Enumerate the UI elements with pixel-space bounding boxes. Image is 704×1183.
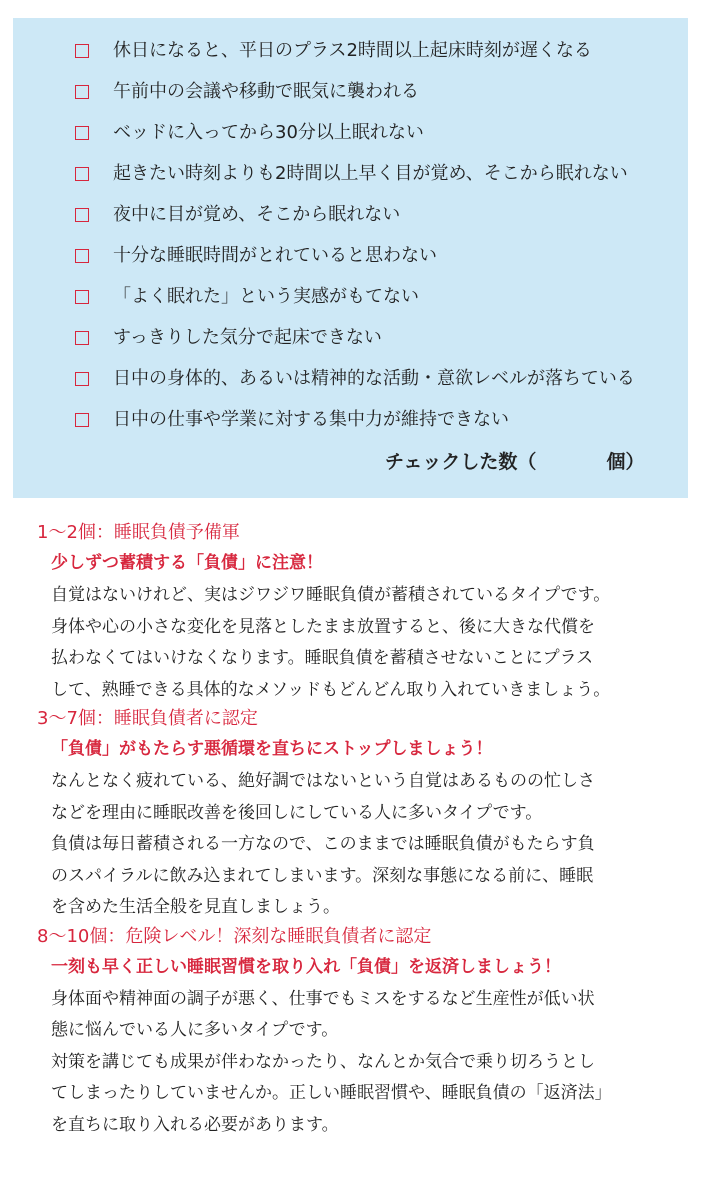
result-subtitle: 一刻も早く正しい睡眠習慣を取り入れ「負債」を返済しましょう！ bbox=[51, 956, 561, 977]
checklist-item[interactable] bbox=[75, 121, 635, 162]
result-line: 身体面や精神面の調子が悪く、仕事でもミスをするなど生産性が低い状 bbox=[51, 988, 595, 1009]
check-count bbox=[385, 447, 644, 474]
checklist-panel bbox=[13, 18, 688, 498]
checkbox-icon[interactable] bbox=[75, 208, 89, 222]
result-line: 対策を講じても成果が伴わなかったり、なんとか気合で乗り切ろうとし bbox=[51, 1051, 595, 1072]
check-count-blank bbox=[536, 447, 606, 474]
check-count-label-prefix: チェックした数（ bbox=[385, 451, 537, 473]
checklist-item-label: 夜中に目が覚め、そこから眠れない bbox=[113, 204, 401, 225]
result-line: なんとなく疲れている、絶好調ではないという自覚はあるものの忙しさ bbox=[51, 771, 595, 791]
results-section bbox=[37, 520, 692, 1141]
checkbox-icon[interactable] bbox=[75, 249, 89, 263]
result-level-1 bbox=[37, 520, 692, 706]
result-body bbox=[37, 580, 692, 706]
result-subtitle: 「負債」がもたらす悪循環を直ちにストップしましょう！ bbox=[51, 739, 493, 759]
result-title: 8～10個：危険レベル！深刻な睡眠負債者に認定 bbox=[37, 925, 432, 947]
checkbox-icon[interactable] bbox=[75, 290, 89, 304]
checklist-item-label: 「よく眠れた」という実感がもてない bbox=[113, 286, 419, 307]
result-title: 1～2個：睡眠負債予備軍 bbox=[37, 522, 240, 543]
result-subtitle: 少しずつ蓄積する「負債」に注意！ bbox=[51, 553, 323, 573]
checklist-item[interactable] bbox=[75, 203, 635, 244]
result-line: 態に悩んでいる人に多いタイプです。 bbox=[51, 1020, 339, 1040]
result-line: などを理由に睡眠改善を後回しにしている人に多いタイプです。 bbox=[51, 802, 543, 823]
checklist-items bbox=[75, 39, 635, 449]
checkbox-icon[interactable] bbox=[75, 126, 89, 140]
checkbox-icon[interactable] bbox=[75, 413, 89, 427]
result-line: 自覚はないけれど、実はジワジワ睡眠負債が蓄積されているタイプです。 bbox=[51, 585, 611, 605]
checkbox-icon[interactable] bbox=[75, 167, 89, 181]
result-body bbox=[37, 984, 692, 1142]
result-line: 身体や心の小さな変化を見落としたまま放置すると、後に大きな代償を bbox=[51, 616, 595, 637]
checklist-item[interactable] bbox=[75, 285, 635, 326]
result-line: を含めた生活全般を見直しましょう。 bbox=[51, 897, 340, 917]
checklist-item-label: 日中の身体的、あるいは精神的な活動・意欲レベルが落ちている bbox=[113, 368, 635, 389]
checklist-item-label: 十分な睡眠時間がとれていると思わない bbox=[113, 245, 437, 266]
result-level-2 bbox=[37, 706, 692, 924]
checkbox-icon[interactable] bbox=[75, 85, 89, 99]
result-body bbox=[37, 766, 692, 924]
checklist-item-label: すっきりした気分で起床できない bbox=[113, 327, 382, 348]
checklist-item[interactable] bbox=[75, 326, 635, 367]
checklist-item-label: ベッドに入ってから30分以上眠れない bbox=[113, 122, 424, 143]
check-count-label-suffix: 個） bbox=[606, 451, 645, 473]
checklist-item[interactable] bbox=[75, 408, 635, 449]
checklist-item-label: 休日になると、平日のプラス2時間以上起床時刻が遅くなる bbox=[113, 40, 592, 61]
checklist-item[interactable] bbox=[75, 244, 635, 285]
result-line: を直ちに取り入れる必要があります。 bbox=[51, 1114, 339, 1135]
result-line: のスパイラルに飲み込まれてしまいます。深刻な事態になる前に、睡眠 bbox=[51, 865, 594, 886]
checklist-item[interactable] bbox=[75, 39, 635, 80]
checklist-item-label: 日中の仕事や学業に対する集中力が維持できない bbox=[113, 409, 509, 430]
checklist-item[interactable] bbox=[75, 367, 635, 408]
result-line: てしまったりしていませんか。正しい睡眠習慣や、睡眠負債の「返済法」 bbox=[51, 1083, 612, 1103]
checklist-item[interactable] bbox=[75, 162, 635, 203]
result-line: 負債は毎日蓄積される一方なので、このままでは睡眠負債がもたらす負 bbox=[51, 834, 595, 854]
result-title: 3～7個：睡眠負債者に認定 bbox=[37, 708, 258, 729]
checkbox-icon[interactable] bbox=[75, 331, 89, 345]
checklist-item[interactable] bbox=[75, 80, 635, 121]
result-line: して、熟睡できる具体的なメソッドもどんどん取り入れていきましょう。 bbox=[51, 679, 611, 700]
checkbox-icon[interactable] bbox=[75, 372, 89, 386]
checklist-item-label: 起きたい時刻よりも2時間以上早く目が覚め、そこから眠れない bbox=[113, 163, 628, 184]
result-level-3 bbox=[37, 924, 692, 1142]
checkbox-icon[interactable] bbox=[75, 44, 89, 58]
result-line: 払わなくてはいけなくなります。睡眠負債を蓄積させないことにプラス bbox=[51, 648, 594, 668]
checklist-item-label: 午前中の会議や移動で眠気に襲われる bbox=[113, 81, 419, 102]
